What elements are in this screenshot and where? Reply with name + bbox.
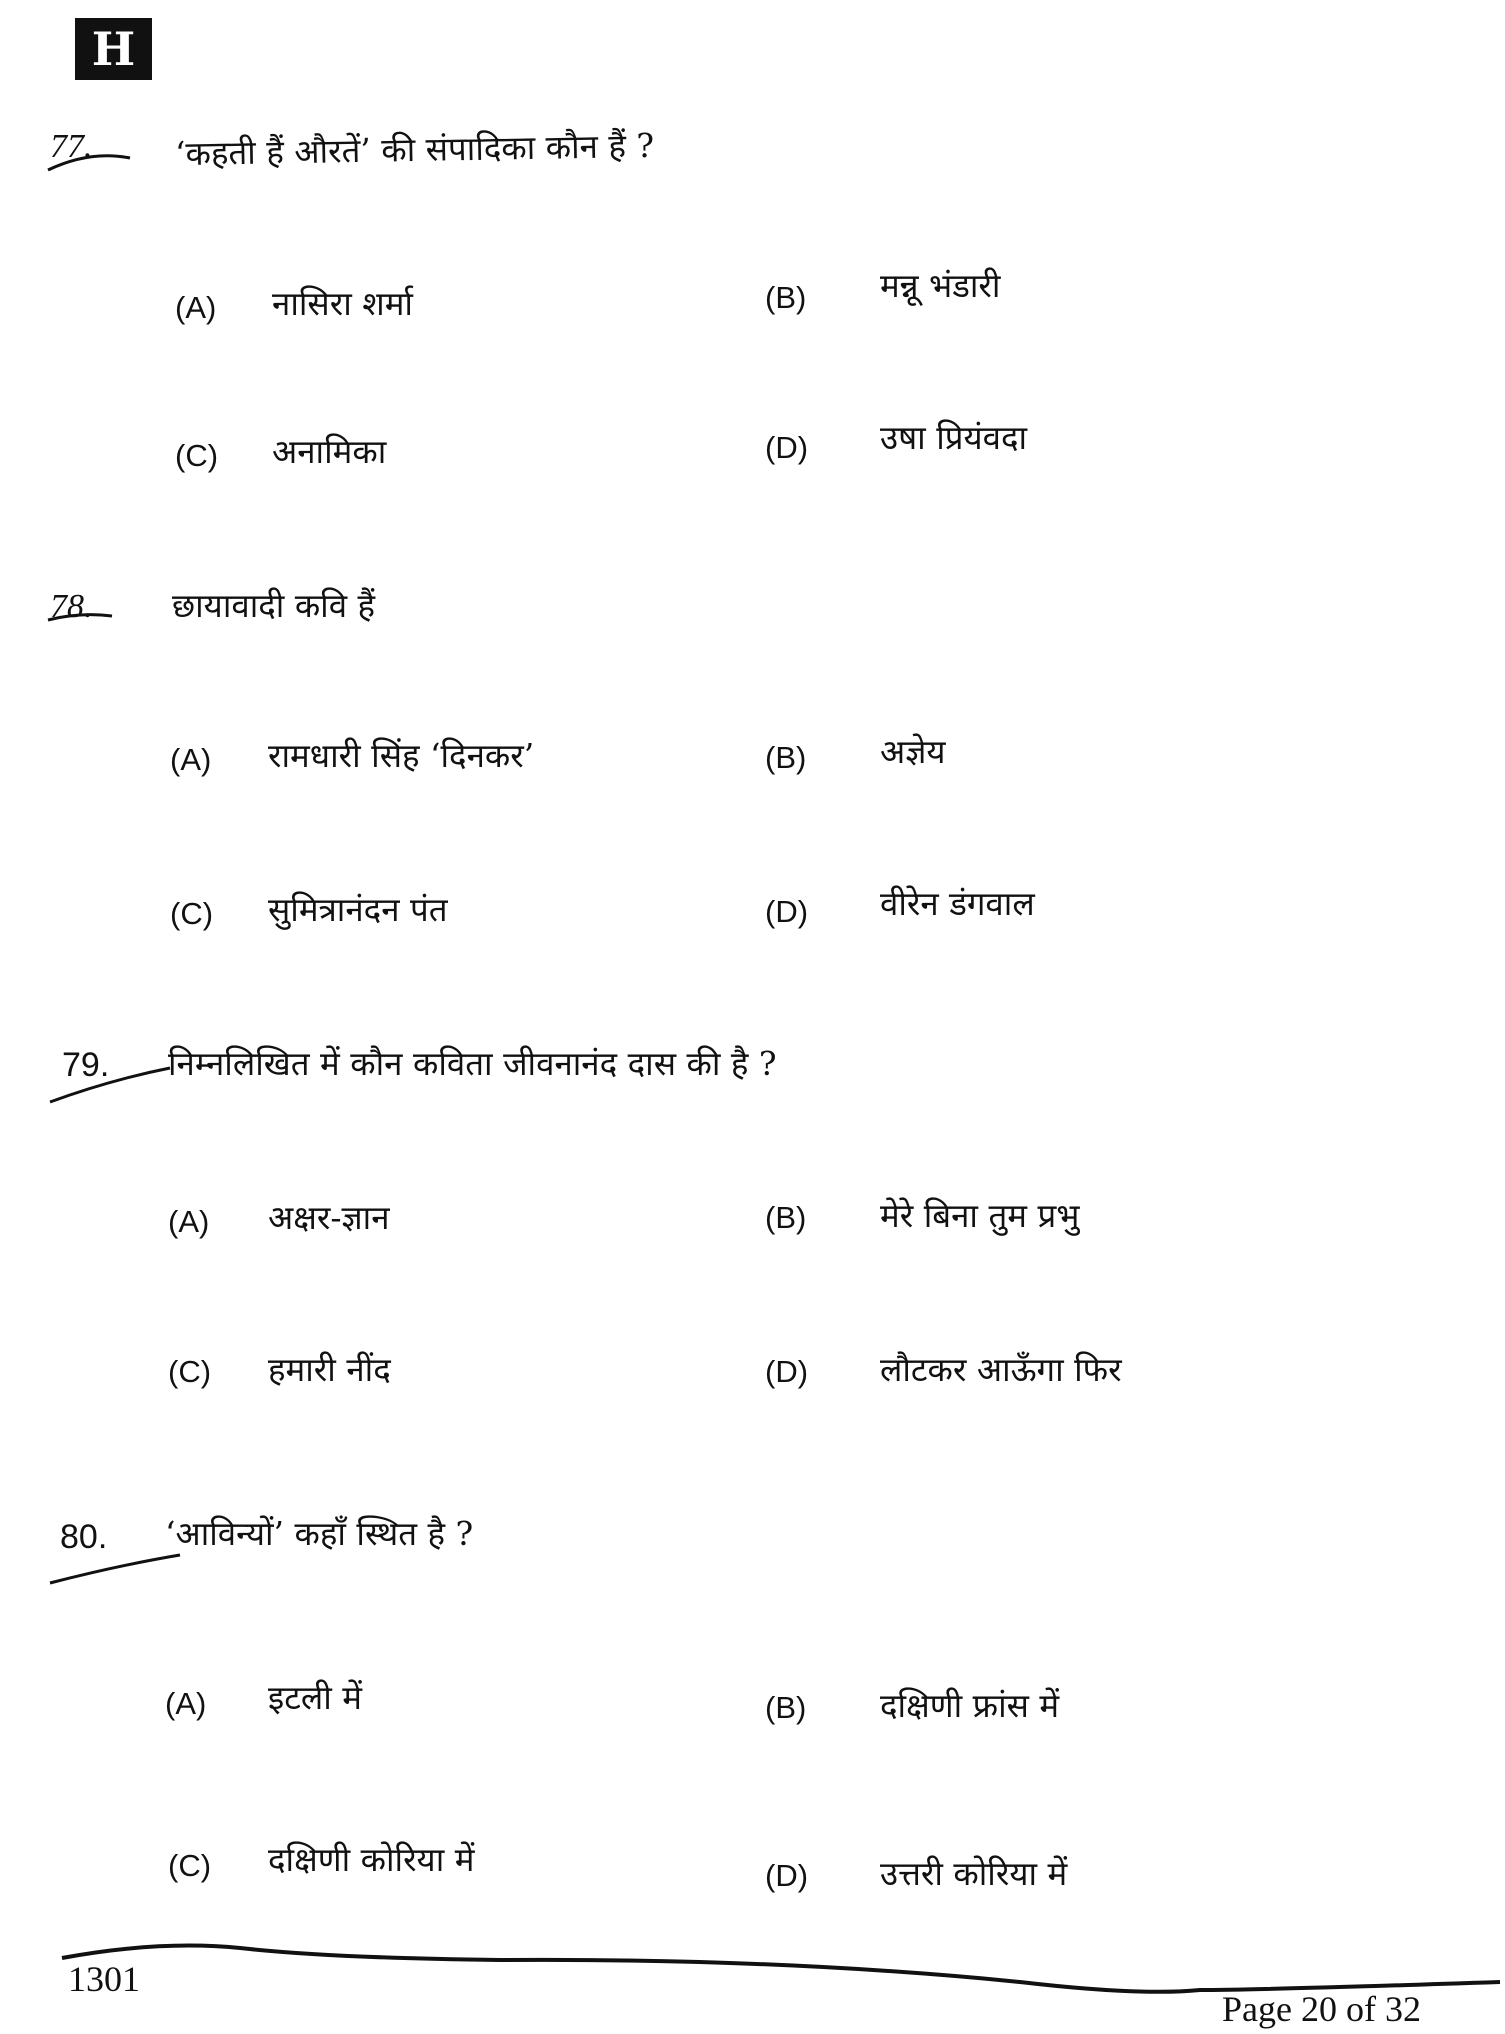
underline-79 [50,1068,170,1102]
option-text: इटली में [268,1678,362,1717]
option-label: (D) [765,1858,809,1893]
option-label: (C) [170,896,214,931]
question-text: निम्नलिखित में कौन कविता जीवनानंद दास की है ? [168,1044,777,1083]
question-number: 78. [50,588,93,625]
option-text: रामधारी सिंह ‘दिनकर’ [268,736,535,775]
question-number: 77. [50,128,93,165]
question-text: ‘आविन्यों’ कहाँ स्थित है ? [165,1514,474,1553]
option-text: अक्षर-ज्ञान [268,1198,390,1237]
option-label: (B) [765,1690,807,1725]
option-text: लौटकर आऊँगा फिर [880,1350,1122,1389]
option-text: मेरे बिना तुम प्रभु [880,1196,1080,1235]
option-text: वीरेन डंगवाल [880,884,1035,923]
paper-code: 1301 [68,1959,140,1999]
option-text: उषा प्रियंवदा [880,418,1028,457]
question-text: छायावादी कवि हैं [172,586,376,625]
option-text: अज्ञेय [880,732,946,771]
footer-line [62,1946,1500,1992]
strike-mark-78 [48,615,112,620]
option-label: (B) [765,280,807,315]
underline-80 [50,1555,180,1583]
option-label: (A) [165,1686,207,1721]
strike-mark-77 [48,156,130,170]
option-label: (D) [765,894,809,929]
option-text: मन्नू भंडारी [880,266,1001,305]
option-label: (C) [168,1354,212,1389]
option-label: (D) [765,430,809,465]
option-text: उत्तरी कोरिया में [880,1854,1068,1893]
question-number: 79. [62,1046,110,1084]
page-number: Page 20 of 32 [1222,1989,1421,2029]
option-label: (B) [765,740,807,775]
option-label: (B) [765,1200,807,1235]
option-label: (A) [170,742,212,777]
option-label: (D) [765,1354,809,1389]
option-label: (C) [168,1848,212,1883]
option-label: (A) [168,1204,210,1239]
option-text: दक्षिणी फ्रांस में [880,1686,1060,1725]
question-number: 80. [60,1518,108,1556]
option-text: नासिरा शर्मा [272,284,413,323]
option-label: (C) [175,438,219,473]
option-label: (A) [175,290,217,325]
option-text: हमारी नींद [268,1350,391,1389]
option-text: अनामिका [272,432,387,471]
option-text: दक्षिणी कोरिया में [268,1840,475,1879]
booklet-series-badge: H [75,18,152,80]
option-text: सुमित्रानंदन पंत [268,890,448,929]
question-text: ‘कहती हैं औरतें’ की संपादिका कौन हैं ? [174,125,655,174]
